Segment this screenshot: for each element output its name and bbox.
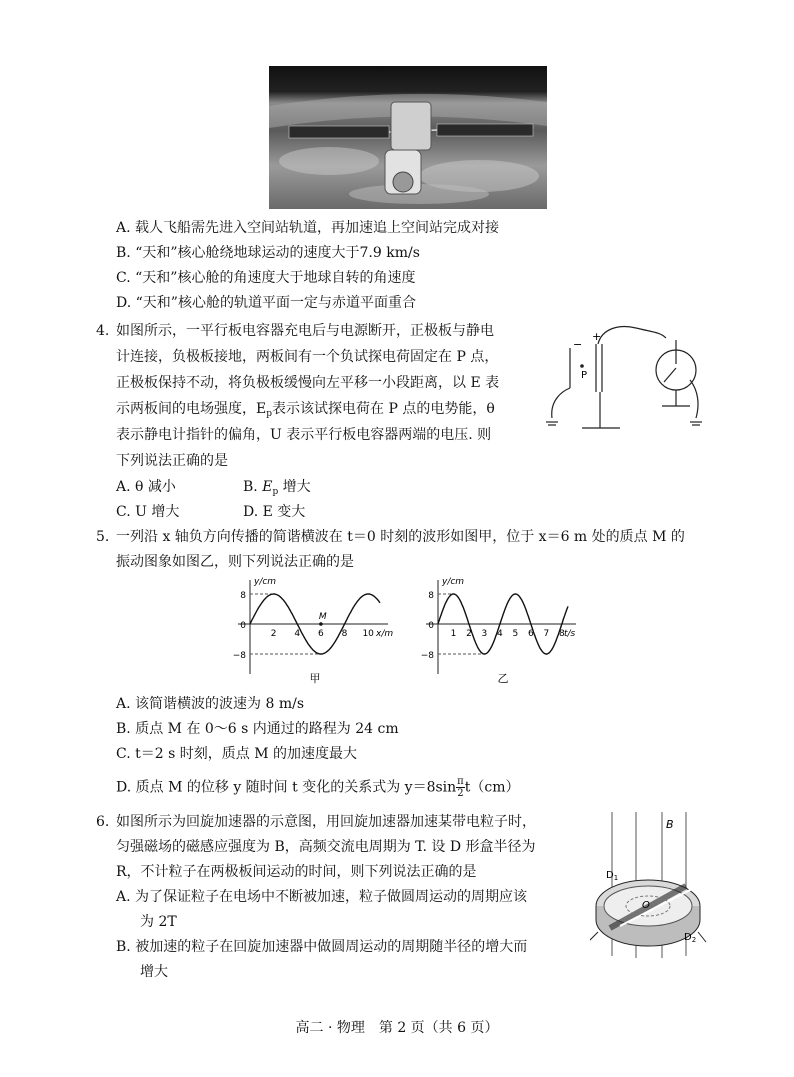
q4-text-line: 正极板保持不动，将负极板缓慢向左平移一小段距离，以 E 表: [116, 375, 500, 391]
q6-option-b: B. 被加速的粒子在回旋加速器中做圆周运动的周期随半径的增大而: [116, 939, 528, 955]
q5-number: 5.: [96, 529, 110, 545]
cyclotron-figure: [590, 808, 710, 968]
y-axis-label: y/cm: [254, 577, 277, 587]
x-tick-label: 10: [362, 629, 374, 639]
page-footer: 高二 · 物理 第 2 页（共 6 页）: [295, 1020, 499, 1036]
q5-option-c: C. t＝2 s 时刻，质点 M 的加速度最大: [116, 746, 357, 762]
x-tick-label: 2: [270, 629, 277, 639]
point-m-label: M: [318, 612, 327, 622]
y-tick-label: 8: [428, 591, 434, 601]
q6-option-a: A. 为了保证粒子在电场中不断被加速，粒子做圆周运动的周期应该: [116, 889, 528, 905]
center-o-label: O: [642, 900, 650, 911]
minus-sign: −: [573, 338, 583, 351]
q5-text-line: 振动图象如图乙，则下列说法正确的是: [116, 554, 354, 570]
x-tick-label: 5: [512, 629, 519, 639]
d2-label: $D_2$: [684, 932, 697, 944]
y-tick-label: 8: [240, 591, 246, 601]
x-tick-label: 3: [481, 629, 488, 639]
x-tick-label: 2: [466, 629, 472, 639]
x-tick-label: 6: [527, 629, 534, 639]
x-tick-label: 4: [294, 629, 301, 639]
q6-option-a-cont: 为 2T: [140, 914, 177, 930]
q4-text-line: 如图所示，一平行板电容器充电后与电源断开，正极板与静电: [116, 323, 494, 339]
capacitor-electrometer-figure: [540, 318, 710, 442]
graph-caption: 乙: [497, 672, 509, 685]
x-tick-label: 7: [543, 629, 550, 639]
q4-text-line: 示两板间的电场强度，$E_p$表示该试探电荷在 P 点的电势能，θ: [116, 401, 495, 419]
q3-option-a: A. 载人飞船需先进入空间站轨道，再加速追上空间站完成对接: [116, 220, 500, 236]
q5-text-line: 一列沿 x 轴负方向传播的简谐横波在 t＝0 时刻的波形如图甲，位于 x＝6 m 处的质点 M 的: [116, 529, 685, 545]
q3-option-b: B. “天和”核心舱绕地球运动的速度大于7.9 km/s: [116, 245, 420, 261]
q4-text-line: 计连接，负极板接地，两板间有一个负试探电荷固定在 P 点，: [116, 349, 499, 365]
q6-text-line: 如图所示为回旋加速器的示意图，用回旋加速器加速某带电粒子时，: [116, 814, 536, 830]
q6-number: 6.: [96, 814, 110, 830]
x-tick-label: 1: [450, 629, 457, 639]
point-p-label: P: [581, 370, 588, 381]
x-tick-label: 8: [341, 629, 348, 639]
x-tick-label: 8: [558, 629, 565, 639]
q3-option-c: C. “天和”核心舱的角速度大于地球自转的角速度: [116, 270, 416, 286]
q4-text-line: 下列说法正确的是: [116, 453, 228, 469]
x-axis-label: t/s: [564, 629, 576, 639]
q3-option-d: D. “天和”核心舱的轨道平面一定与赤道平面重合: [116, 295, 416, 311]
space-station-photo: [269, 66, 547, 209]
d1-label: $D_1$: [606, 870, 619, 882]
wave-graph-jia: [230, 574, 400, 686]
y-axis-label: y/cm: [442, 577, 465, 587]
field-b-label: B: [666, 818, 674, 831]
q4-option-b: B. $E_p$ 增大: [243, 479, 311, 497]
q5-option-b: B. 质点 M 在 0～6 s 内通过的路程为 24 cm: [116, 721, 399, 737]
vibration-graph-yi: [418, 574, 588, 686]
x-tick-label: 6: [318, 629, 324, 639]
point-m: [319, 622, 323, 626]
y-tick-label: 0: [428, 621, 434, 631]
q4-text-line: 表示静电计指针的偏角，U 表示平行板电容器两端的电压. 则: [116, 427, 492, 443]
q5-option-a: A. 该简谐横波的波速为 8 m/s: [116, 696, 304, 712]
q4-option-d: D. E 变大: [243, 504, 306, 520]
q6-option-b-cont: 增大: [140, 964, 168, 980]
q4-option-c: C. U 增大: [116, 504, 180, 520]
graph-caption: 甲: [309, 672, 321, 685]
y-tick-label: −8: [420, 651, 434, 661]
plus-sign: +: [592, 330, 602, 343]
q5-option-d: D. 质点 M 的位移 y 随时间 t 变化的关系式为 y＝8sin $\frac{\pi}{2}$ t（cm）: [116, 776, 520, 799]
y-tick-label: −8: [232, 651, 246, 661]
q4-option-a: A. θ 减小: [116, 479, 176, 495]
q6-text-line: R，不计粒子在两极板间运动的时间，则下列说法正确的是: [116, 864, 477, 880]
x-axis-label: x/m: [376, 629, 394, 639]
q4-number: 4.: [96, 323, 110, 339]
q6-text-line: 匀强磁场的磁感应强度为 B，高频交流电周期为 T. 设 D 形盒半径为: [116, 839, 536, 855]
x-tick-label: 4: [497, 629, 503, 639]
y-tick-label: 0: [240, 621, 246, 631]
